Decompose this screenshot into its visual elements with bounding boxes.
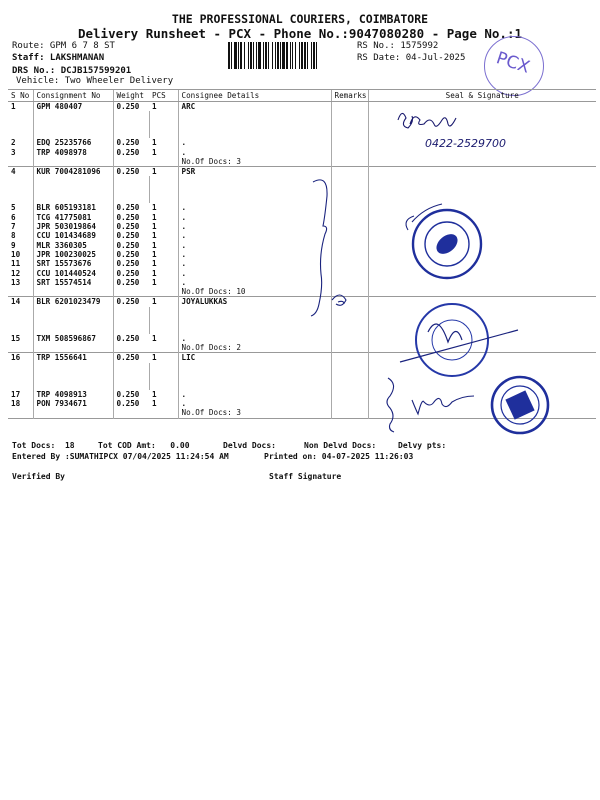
verified-by: Verified By (12, 472, 65, 481)
cell-weight: 0.250 (113, 222, 149, 231)
non-delvd-docs: Non Delvd Docs: (304, 441, 377, 450)
cell-sno: 8 (11, 231, 16, 241)
cell-pcs: 1 (152, 398, 157, 408)
cell-weight: 0.250 (113, 231, 149, 240)
cell-sno: 16 (11, 353, 21, 363)
col-pcs: PCS (149, 90, 178, 102)
cell-pcs: 1 (152, 231, 157, 241)
signature-rajesh (398, 113, 456, 128)
delvd-docs: Delvd Docs: (223, 441, 276, 450)
cell-consignment: KUR 7004281096 (33, 167, 113, 177)
cell-weight: 0.250 (113, 353, 149, 363)
cell-pcs: 1 (152, 277, 157, 287)
runsheet-subtitle: Delivery Runsheet - PCX - Phone No.:9047080280 - Page No.:1 (77, 26, 522, 41)
cell-sno: 2 (11, 138, 16, 148)
signature-psr-initials (332, 295, 346, 305)
cell-consignment: JPR 503019864 (33, 222, 113, 231)
vehicle-label: Vehicle: Two Wheeler Delivery (16, 76, 174, 86)
cell-consignment: CCU 101434689 (33, 231, 113, 240)
docs-count: No.Of Docs: 2 (178, 343, 331, 353)
cell-weight: 0.250 (113, 250, 149, 259)
cell-sno: 3 (11, 147, 16, 157)
cell-consignee: . (178, 203, 331, 212)
pcx-stamp-text: PCX (493, 48, 533, 78)
tot-cod-amt: Tot COD Amt: 0.00 (98, 441, 190, 450)
tot-docs: Tot Docs: 18 (12, 441, 75, 450)
route-label: Route: GPM 6 7 8 ST (12, 41, 115, 51)
cell-consignee: . (178, 399, 331, 408)
drs-number: DRS No.: DCJB157599201 (12, 66, 132, 76)
cell-pcs: 1 (152, 222, 157, 232)
cell-consignment: PON 7934671 (33, 399, 113, 408)
cell-consignee: . (178, 269, 331, 278)
cell-sno: 9 (11, 240, 16, 250)
cell-consignment: EDQ 25235766 (33, 138, 113, 147)
cell-consignee: PSR (178, 167, 331, 177)
printed-on: Printed on: 04-07-2025 11:26:03 (264, 452, 414, 461)
cell-weight: 0.250 (113, 297, 149, 307)
cell-sno: 5 (11, 203, 16, 213)
cell-pcs: 1 (152, 102, 157, 111)
cell-consignment: TCG 41775081 (33, 213, 113, 222)
cell-pcs: 1 (152, 167, 157, 177)
cell-sno: 4 (11, 167, 16, 177)
cell-sno: 7 (11, 222, 16, 232)
cell-weight: 0.250 (113, 102, 149, 112)
cell-sno: 17 (11, 389, 21, 399)
cell-sno: 1 (11, 102, 16, 111)
cell-weight: 0.250 (113, 390, 149, 399)
cell-pcs: 1 (152, 268, 157, 278)
cell-weight: 0.250 (113, 259, 149, 268)
cell-sno: 6 (11, 212, 16, 222)
cell-sno: 12 (11, 268, 21, 278)
cell-pcs: 1 (152, 203, 157, 213)
rs-number: RS No.: 1575992 (357, 41, 439, 51)
cell-weight: 0.250 (113, 138, 149, 147)
company-title: THE PROFESSIONAL COURIERS, COIMBATORE (171, 12, 429, 26)
cell-pcs: 1 (152, 138, 157, 148)
cell-pcs: 1 (152, 297, 157, 307)
cell-sno: 14 (11, 297, 21, 307)
cell-consignment: CCU 101440524 (33, 269, 113, 278)
col-consignment: Consignment No (33, 90, 113, 102)
cell-pcs: 1 (152, 333, 157, 343)
cell-sno: 11 (11, 259, 21, 269)
cell-pcs: 1 (152, 259, 157, 269)
cell-pcs: 1 (152, 240, 157, 250)
cell-consignment: BLR 6201023479 (33, 297, 113, 307)
cell-sno: 13 (11, 277, 21, 287)
cell-weight: 0.250 (113, 203, 149, 212)
cell-consignment: SRT 15573676 (33, 259, 113, 268)
cell-pcs: 1 (152, 389, 157, 399)
cell-consignee: . (178, 241, 331, 250)
cell-weight: 0.250 (113, 399, 149, 408)
cell-consignment: SRT 15574514 (33, 278, 113, 287)
cell-consignee: . (178, 231, 331, 240)
cell-consignment: TRP 1556641 (33, 353, 113, 363)
cell-pcs: 1 (152, 353, 157, 363)
cell-consignment: BLR 605193181 (33, 203, 113, 212)
cell-consignee: . (178, 390, 331, 399)
cell-pcs: 1 (152, 249, 157, 259)
cell-consignment: MLR 3360305 (33, 241, 113, 250)
cell-consignment: JPR 100230025 (33, 250, 113, 259)
cell-consignee: ARC (178, 102, 331, 112)
cell-weight: 0.250 (113, 241, 149, 250)
cell-consignee: . (178, 334, 331, 343)
cell-weight: 0.250 (113, 148, 149, 157)
cell-consignee: . (178, 222, 331, 231)
cell-consignee: . (178, 278, 331, 287)
cell-sno: 18 (11, 398, 21, 408)
cell-sno: 15 (11, 333, 21, 343)
entered-by: Entered By :SUMATHIPCX 07/04/2025 11:24:54 AM (12, 452, 229, 461)
cell-consignee: . (178, 138, 331, 147)
delvy-pts: Delvy pts: (398, 441, 447, 450)
col-sno: S No (8, 90, 33, 102)
cell-weight: 0.250 (113, 334, 149, 343)
cell-weight: 0.250 (113, 269, 149, 278)
cell-consignee: . (178, 259, 331, 268)
cell-consignee: LIC (178, 353, 331, 363)
cell-consignment: TRP 4098913 (33, 390, 113, 399)
rs-date: RS Date: 04-Jul-2025 (357, 53, 466, 63)
docs-count: No.Of Docs: 3 (178, 157, 331, 167)
cell-consignee: . (178, 148, 331, 157)
cell-sno: 10 (11, 249, 21, 259)
brace-psr (311, 180, 327, 316)
cell-weight: 0.250 (113, 213, 149, 222)
col-seal: Seal & Signature (368, 90, 596, 102)
staff-signature: Staff Signature (269, 472, 342, 481)
cell-weight: 0.250 (113, 167, 149, 177)
cell-consignee: JOYALUKKAS (178, 297, 331, 307)
cell-consignee: . (178, 250, 331, 259)
col-weight: Weight (113, 90, 149, 102)
docs-count: No.Of Docs: 3 (178, 408, 331, 418)
col-remarks: Remarks (331, 90, 368, 102)
cell-pcs: 1 (152, 147, 157, 157)
cell-weight: 0.250 (113, 278, 149, 287)
cell-consignment: TXM 508596867 (33, 334, 113, 343)
signature-note: 0422-2529700 (425, 137, 506, 150)
cell-consignment: TRP 4098978 (33, 148, 113, 157)
docs-count: No.Of Docs: 10 (178, 287, 331, 297)
col-consignee: Consignee Details (178, 90, 331, 102)
staff-label: Staff: LAKSHMANAN (12, 53, 105, 63)
cell-consignee: . (178, 213, 331, 222)
cell-pcs: 1 (152, 212, 157, 222)
cell-consignment: GPM 480407 (33, 102, 113, 112)
